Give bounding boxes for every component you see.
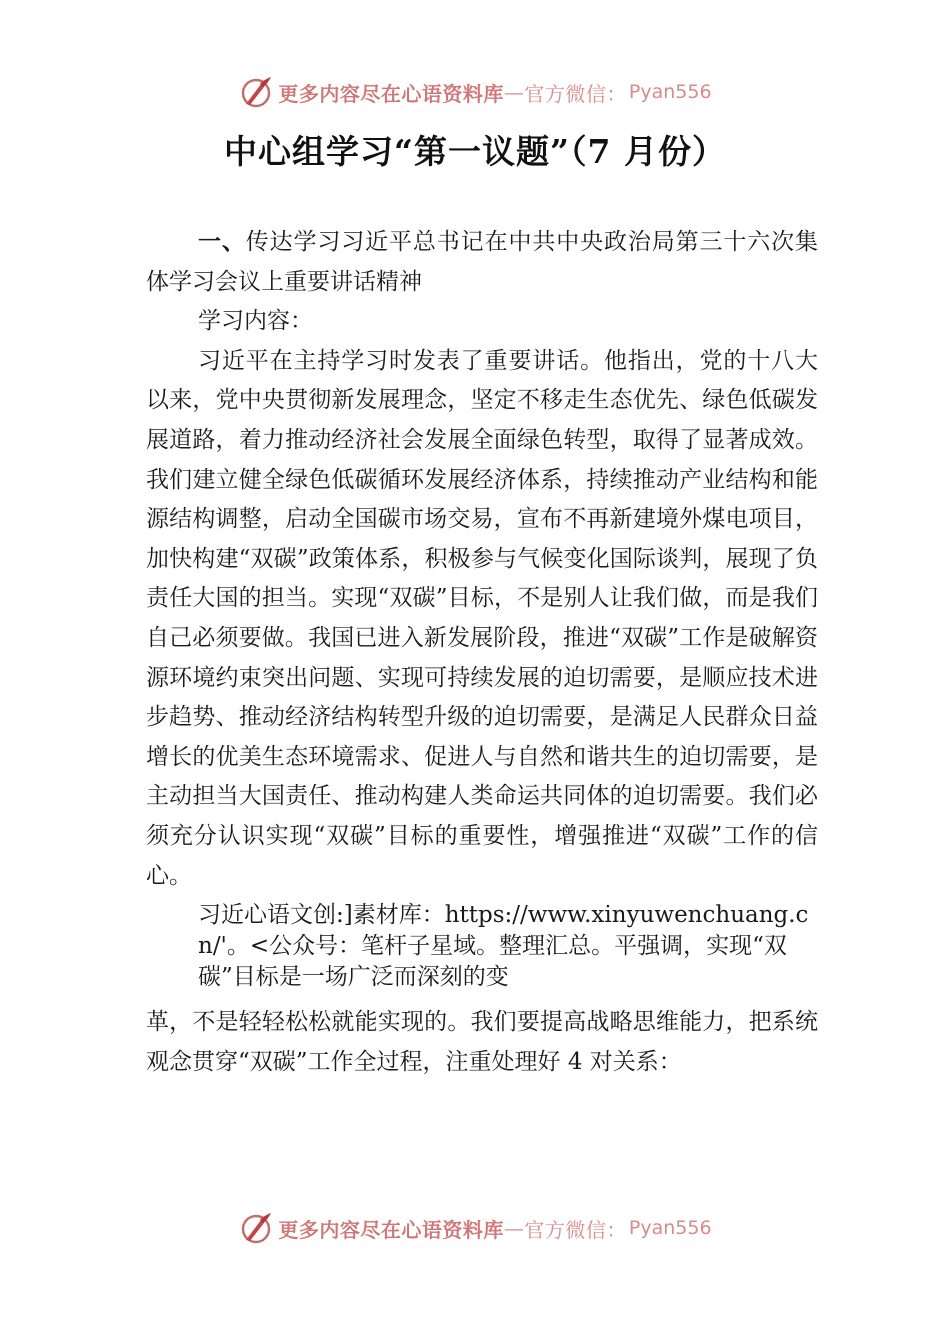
watermark-brand-text: 更多内容尽在心语资料库: [278, 1217, 504, 1242]
study-content-label: 学习内容：: [198, 308, 313, 335]
section-heading-number: 一、: [198, 228, 246, 255]
watermark-wechat-label: 官方微信：: [524, 81, 627, 106]
header-watermark: [0, 70, 950, 114]
watermark-brand-text: 更多内容尽在心语资料库: [278, 81, 504, 106]
quill-circle-logo-icon: [238, 74, 274, 110]
footer-watermark: [0, 1206, 950, 1250]
watermark-dash: —: [503, 1216, 525, 1240]
watermark-wechat-id: Pyan556: [628, 81, 712, 103]
watermark-wechat-label: 官方微信：: [524, 1217, 627, 1242]
paragraph-1: 习近平在主持学习时发表了重要讲话。他指出，党的十八大以来，党中央贯彻新发展理念，坚定不移走生态优先、绿色低碳发展道路，着力推动经济社会发展全面绿色转型，取得了显著成效。我们建立健全绿色低碳循环发展经济体系，持续推动产业结构和能源结构调整，启动全国碳市场交易，宣布不再新建境外煤电项目，加快构建“双碳”政策体系，积极参与气候变化国际谈判，展现了负责任大国的担当。实现“双碳”目标，不是别人让我们做，而是我们自己必须要做。我国已进入新发展阶段，推进“双碳”工作是破解资源环境约束突出问题、实现可持续发展的迫切需要，是顺应技术进步趋势、推动经济结构转型升级的迫切需要，是满足人民群众日益增长的优美生态环境需求、促进人与自然和谐共生的迫切需要，是主动担当大国责任、推动构建人类命运共同体的迫切需要。我们必须充分认识实现“双碳”目标的重要性，增强推进“双碳”工作的信心。: [146, 347, 818, 889]
watermark-dash: —: [503, 80, 525, 104]
section-heading: [146, 222, 818, 302]
document-title: 中心组学习“第一议题”（7 月份）: [224, 132, 726, 171]
section-heading-text: 传达学习习近平总书记在中共中央政治局第三十六次集体学习会议上重要讲话精神: [146, 229, 819, 295]
watermark-wechat-id: Pyan556: [628, 1217, 712, 1239]
document-body: [146, 222, 818, 1082]
quote-block: 习近心语文创:]素材库：https://www.xinyuwenchuang.cn/'。<公众号：笔杆子星域。整理汇总。平强调，实现“双碳”目标是一场广泛而深刻的变: [198, 902, 809, 991]
quill-circle-logo-icon: [238, 1210, 274, 1246]
paragraph-2: 革，不是轻轻松松就能实现的。我们要提高战略思维能力，把系统观念贯穿“双碳”工作全过程，注重处理好 4 对关系：: [146, 1009, 818, 1075]
